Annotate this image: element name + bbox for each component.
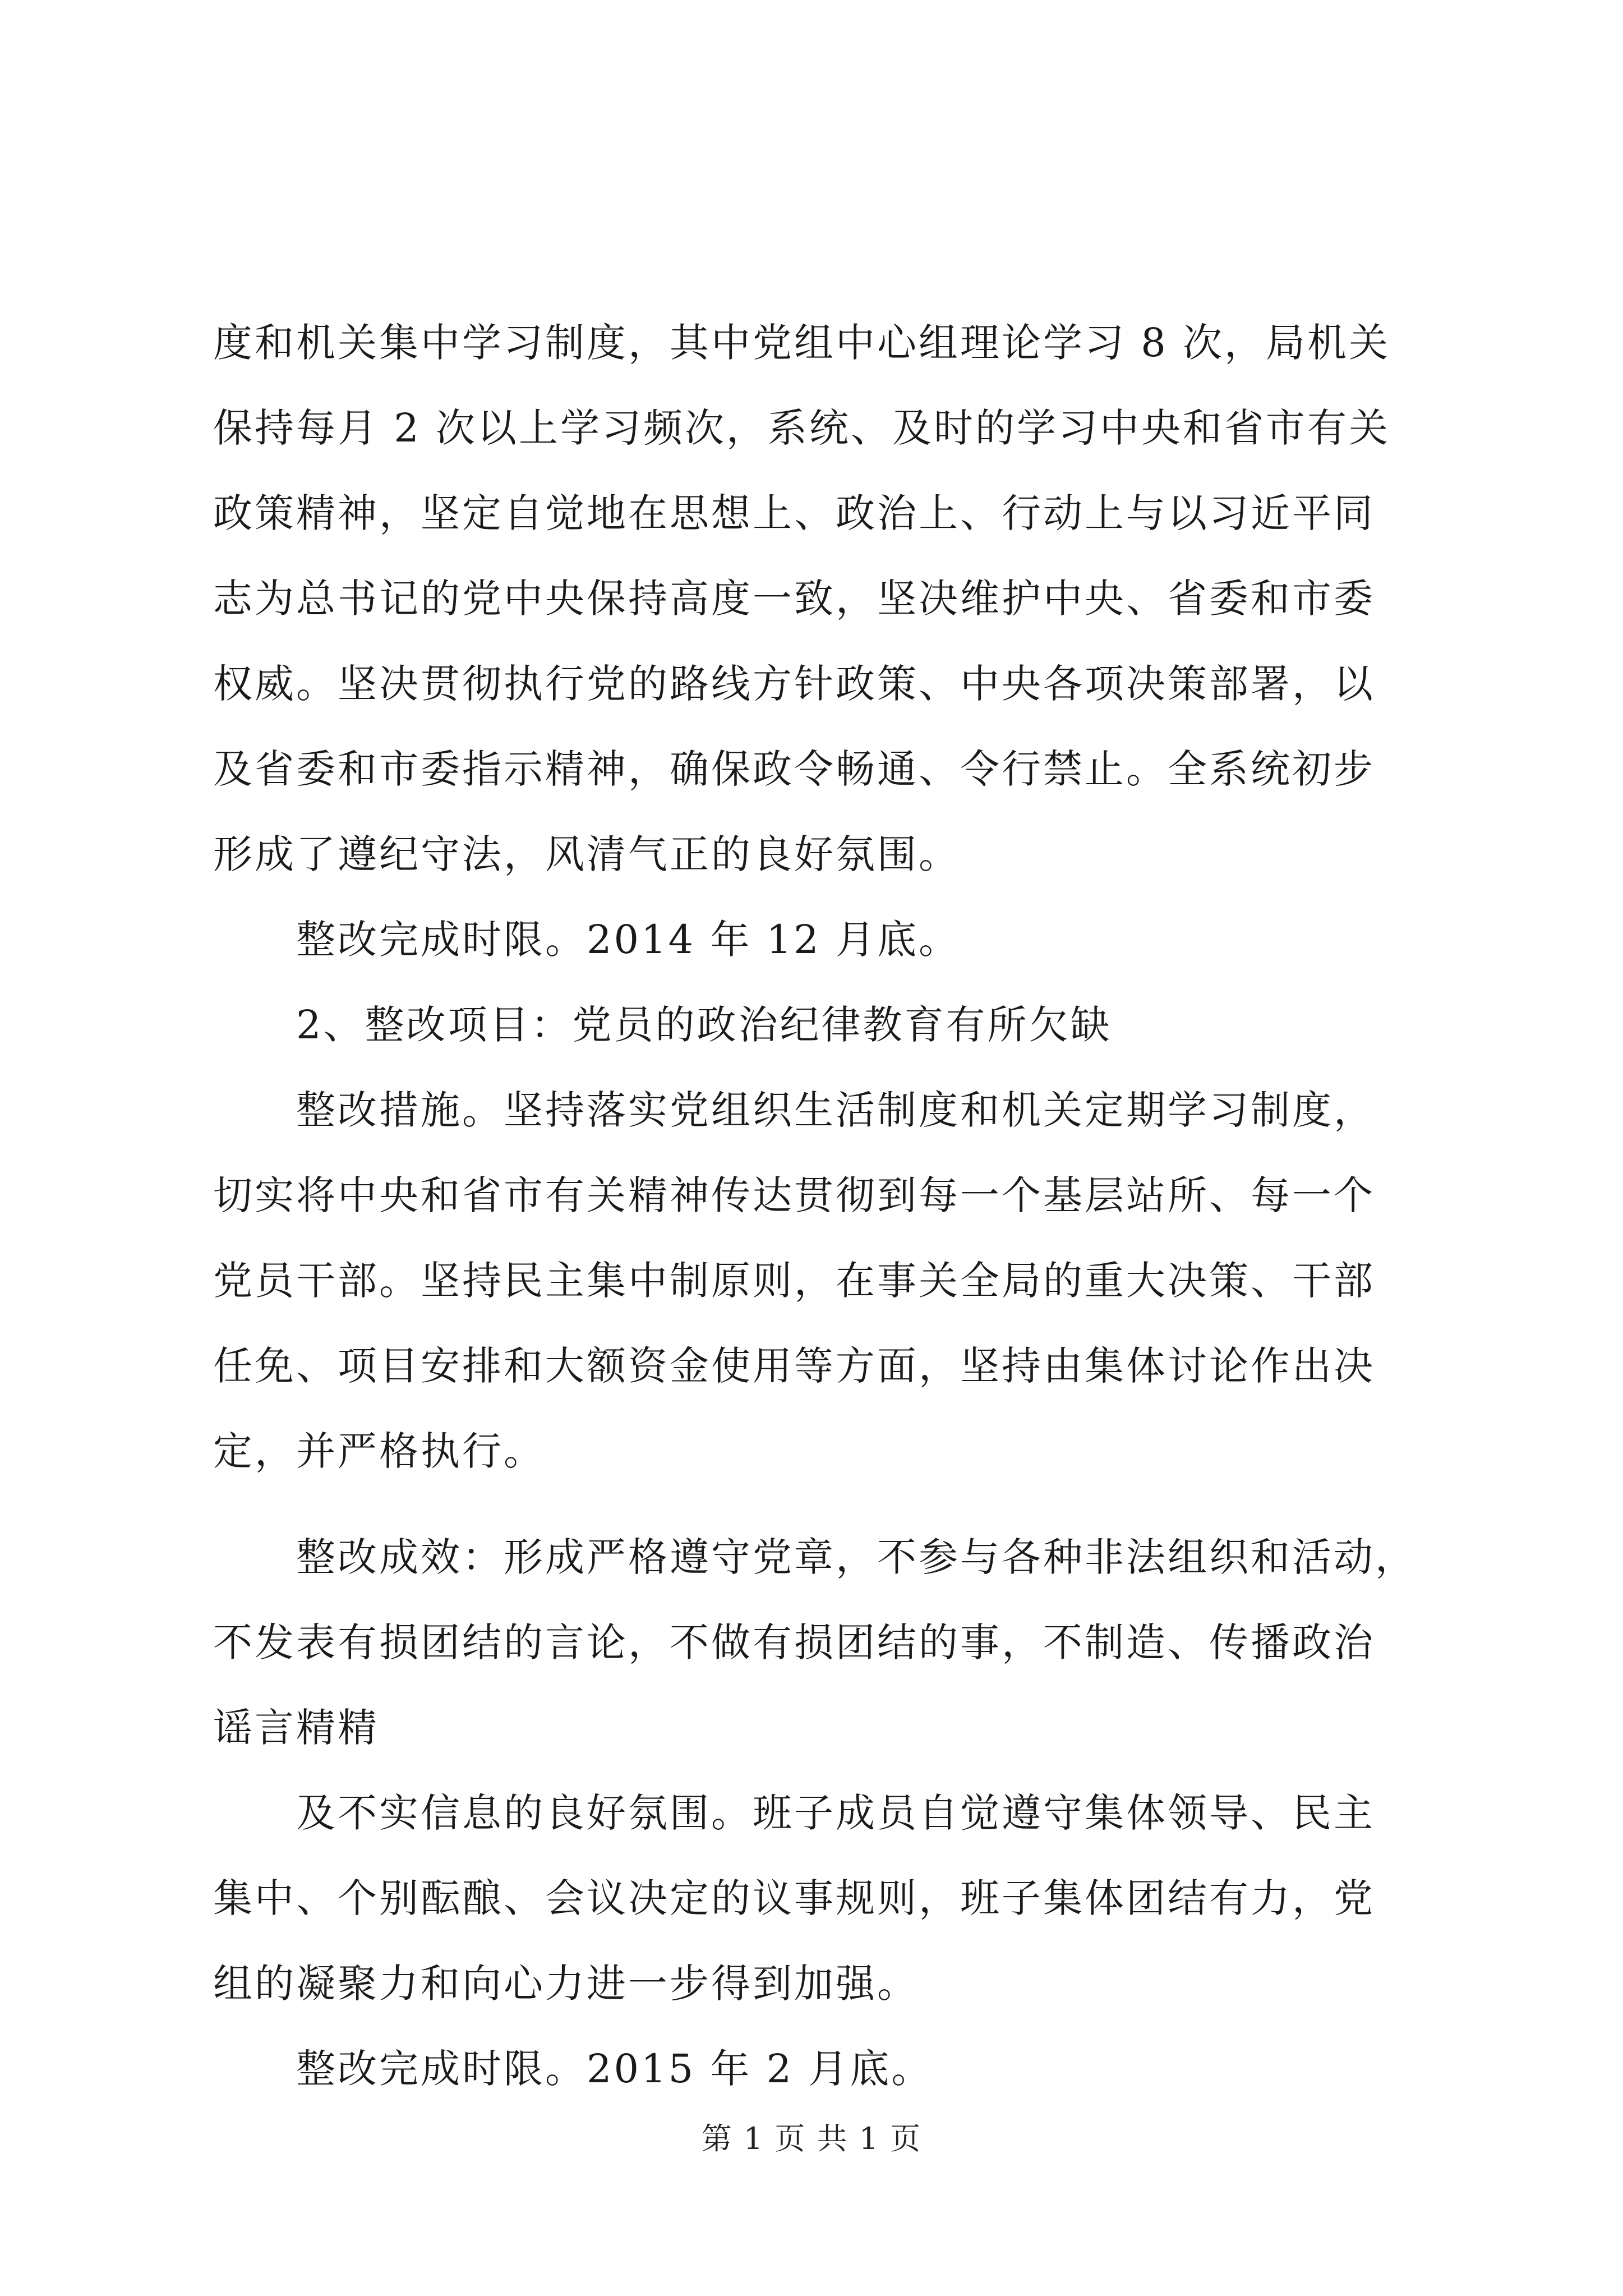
text-line: 谣言精精: [213, 1705, 379, 1751]
body-text-block-1: [213, 300, 1419, 1494]
text-line: 组的凝聚力和向心力进一步得到加强。: [213, 1961, 919, 2007]
text-line: 及不实信息的良好氛围。班子成员自觉遵守集体领导、民主: [213, 1790, 1375, 1836]
text-line: 定，并严格执行。: [213, 1428, 545, 1474]
page-footer: 第 1 页 共 1 页: [701, 2121, 922, 2156]
text-line: 整改成效：形成严格遵守党章，不参与各种非法组织和活动，: [213, 1534, 1417, 1580]
text-line: 任免、项目安排和大额资金使用等方面，坚持由集体讨论作出决: [213, 1343, 1375, 1389]
body-text-block-2: [213, 1515, 1419, 2111]
text-line: 及省委和市委指示精神，确保政令畅通、令行禁止。全系统初步: [213, 746, 1375, 792]
text-line: 权威。坚决贯彻执行党的路线方针政策、中央各项决策部署，以: [213, 661, 1375, 707]
text-line: 政策精神，坚定自觉地在思想上、政治上、行动上与以习近平同: [213, 490, 1375, 536]
text-line: 整改措施。坚持落实党组织生活制度和机关定期学习制度，: [213, 1087, 1375, 1133]
text-line: 整改完成时限。2015 年 2 月底。: [213, 2046, 933, 2092]
text-line: 形成了遵纪守法，风清气正的良好氛围。: [213, 831, 960, 877]
text-line: 保持每月 2 次以上学习频次，系统、及时的学习中央和省市有关: [213, 405, 1391, 451]
text-line: 切实将中央和省市有关精神传达贯彻到每一个基层站所、每一个: [213, 1172, 1375, 1218]
text-line: 2、整改项目：党员的政治纪律教育有所欠缺: [213, 1002, 1112, 1048]
text-line: 不发表有损团结的言论，不做有损团结的事，不制造、传播政治: [213, 1619, 1375, 1665]
text-line: 整改完成时限。2014 年 12 月底。: [213, 917, 960, 963]
text-line: 志为总书记的党中央保持高度一致，坚决维护中央、省委和市委: [213, 576, 1375, 622]
text-line: 集中、个别酝酿、会议决定的议事规则，班子集体团结有力，党: [213, 1875, 1375, 1921]
text-line: 度和机关集中学习制度，其中党组中心组理论学习 8 次，局机关: [213, 320, 1391, 366]
text-line: 党员干部。坚持民主集中制原则，在事关全局的重大决策、干部: [213, 1258, 1375, 1304]
